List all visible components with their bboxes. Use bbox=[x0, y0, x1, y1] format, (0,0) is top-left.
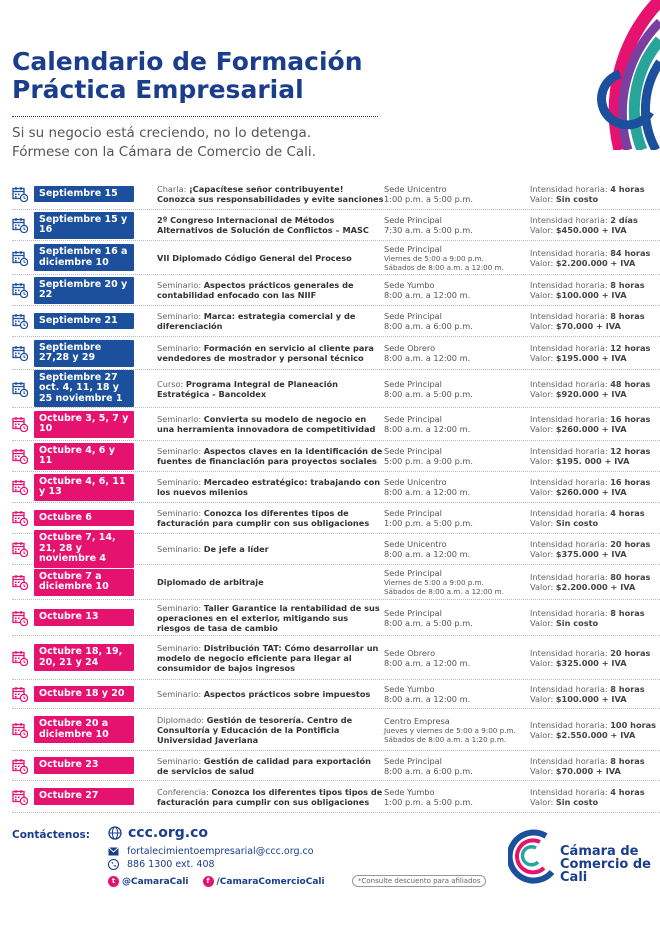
event-type: Seminario: bbox=[157, 642, 202, 653]
event-date-badge: Septiembre 21 bbox=[34, 313, 134, 330]
event-type: Seminario: bbox=[157, 544, 202, 554]
event-name: ¡Capacítese señor contribuyente! Conozca sus responsabilidades y evite sanciones bbox=[157, 184, 384, 204]
hours-prefix: Intensidad horaria: bbox=[530, 414, 608, 424]
event-hours-value bbox=[530, 684, 660, 704]
event-hours-value bbox=[530, 280, 660, 300]
price-value: $375.000 + IVA bbox=[555, 549, 627, 559]
event-row bbox=[12, 636, 660, 680]
event-hours-value bbox=[530, 248, 660, 268]
event-date-badge: Octubre 4, 6 y 11 bbox=[34, 443, 134, 470]
venue-schedule: 8:00 a.m. a 6:00 p.m. bbox=[384, 765, 473, 776]
venue-schedule: 8:00 a.m. a 12:00 m. bbox=[384, 290, 471, 300]
calendar-clock-icon bbox=[12, 381, 28, 397]
value-prefix: Valor: bbox=[530, 194, 554, 204]
event-description bbox=[157, 477, 384, 497]
hours-prefix: Intensidad horaria: bbox=[530, 378, 608, 389]
event-name: De jefe a líder bbox=[203, 544, 269, 554]
calendar-clock-icon bbox=[12, 722, 28, 738]
value-prefix: Valor: bbox=[530, 321, 554, 331]
event-name: Aspectos claves en la identificación de fuentes de financiación para proyectos sociales bbox=[157, 446, 383, 466]
event-description bbox=[157, 215, 384, 235]
event-description bbox=[157, 508, 384, 528]
email-link[interactable]: fortalecimientoempresarial@ccc.org.co bbox=[127, 846, 314, 857]
event-date-badge: Octubre 18 y 20 bbox=[34, 686, 134, 703]
value-prefix: Valor: bbox=[530, 582, 554, 592]
event-row bbox=[12, 306, 660, 337]
event-hours-value bbox=[530, 379, 660, 399]
event-venue bbox=[384, 184, 530, 204]
venue-schedule-2: Sábados de 8:00 a.m. a 1:20 p.m. bbox=[384, 734, 507, 744]
price-value: Sin costo bbox=[555, 617, 599, 628]
event-name: Distribución TAT: Cómo desarrollar un modelo de negocio eficiente para llegar al consumidor de bajos ingresos bbox=[157, 642, 379, 673]
venue-schedule: Viernes de 5:00 a 9:00 p.m. bbox=[384, 578, 484, 587]
calendar-clock-icon bbox=[12, 574, 28, 590]
event-description bbox=[157, 446, 384, 466]
phone-number: 886 1300 ext. 408 bbox=[127, 859, 215, 870]
facebook-link[interactable]: /CamaraComercioCali bbox=[216, 876, 325, 887]
contact-label: Contáctenos: bbox=[12, 829, 91, 841]
value-prefix: Valor: bbox=[530, 518, 554, 528]
event-description bbox=[157, 756, 384, 776]
venue-schedule-2: Sábados de 8:00 a.m. a 12:00 m. bbox=[384, 262, 504, 272]
event-hours-value bbox=[530, 215, 660, 235]
calendar-clock-icon bbox=[12, 345, 28, 361]
venue-schedule-2: Sábados de 8:00 a.m. a 12:00 m. bbox=[384, 587, 504, 596]
price-value: $195.000 + IVA bbox=[555, 353, 627, 363]
hours-value: 4 horas bbox=[610, 508, 645, 518]
venue-schedule: 8:00 a.m. a 12:00 m. bbox=[384, 353, 471, 363]
event-row bbox=[12, 370, 660, 408]
hours-prefix: Intensidad horaria: bbox=[530, 247, 608, 258]
value-prefix: Valor: bbox=[530, 617, 554, 628]
hours-prefix: Intensidad horaria: bbox=[530, 607, 608, 618]
event-name: Conozca los diferentes tipos tipos de facturación para cumplir con sus obligaciones bbox=[157, 786, 383, 807]
event-date-badge: Octubre 13 bbox=[34, 609, 134, 626]
logo-line-3: Cali bbox=[560, 870, 588, 885]
hours-prefix: Intensidad horaria: bbox=[530, 786, 608, 797]
event-venue bbox=[384, 716, 530, 744]
event-hours-value bbox=[530, 787, 660, 807]
event-name: Convierta su modelo de negocio en una herramienta innovadora de competitividad bbox=[157, 414, 376, 434]
event-venue bbox=[384, 608, 530, 628]
hours-prefix: Intensidad horaria: bbox=[530, 215, 608, 225]
event-date-badge: Septiembre 15 y 16 bbox=[34, 212, 134, 239]
venue-name: Sede Principal bbox=[384, 414, 442, 424]
calendar-clock-icon bbox=[12, 686, 28, 702]
price-value: Sin costo bbox=[555, 796, 599, 807]
venue-schedule: 8:00 a.m. a 12:00 m. bbox=[384, 549, 471, 559]
event-venue bbox=[384, 568, 530, 596]
price-value: $2.200.000 + IVA bbox=[555, 582, 636, 592]
event-name: Programa Integral de Planeación Estratégica - Bancoldex bbox=[157, 378, 338, 399]
event-venue bbox=[384, 756, 530, 776]
events-list bbox=[12, 179, 660, 813]
hours-prefix: Intensidad horaria: bbox=[530, 647, 608, 658]
venue-name: Sede Principal bbox=[384, 243, 442, 254]
calendar-clock-icon bbox=[12, 610, 28, 626]
venue-name: Sede Yumbo bbox=[384, 786, 435, 797]
event-description bbox=[157, 343, 384, 363]
event-type: Seminario: bbox=[157, 280, 202, 290]
event-hours-value bbox=[530, 648, 660, 668]
value-prefix: Valor: bbox=[530, 456, 554, 466]
event-name: Formación en servicio al cliente para vendedores de mostrador y personal técnico bbox=[157, 343, 374, 363]
venue-schedule: 1:00 p.m. a 5:00 p.m. bbox=[384, 194, 473, 204]
event-venue bbox=[384, 684, 530, 704]
event-row bbox=[12, 472, 660, 503]
phone-icon bbox=[108, 859, 119, 870]
hours-prefix: Intensidad horaria: bbox=[530, 508, 608, 518]
value-prefix: Valor: bbox=[530, 487, 554, 497]
hours-value: 84 horas bbox=[610, 247, 651, 258]
value-prefix: Valor: bbox=[530, 729, 554, 740]
event-venue bbox=[384, 343, 530, 363]
event-row bbox=[12, 709, 660, 751]
event-venue bbox=[384, 508, 530, 528]
event-date-badge: Octubre 6 bbox=[34, 510, 134, 527]
calendar-clock-icon bbox=[12, 758, 28, 774]
venue-name: Sede Unicentro bbox=[384, 539, 447, 549]
event-name: Aspectos prácticos sobre impuestos bbox=[203, 689, 371, 699]
price-value: $2.200.000 + IVA bbox=[555, 257, 636, 268]
event-type: Curso: bbox=[157, 378, 184, 389]
event-name: Mercadeo estratégico: trabajando con los nuevos milenios bbox=[157, 477, 381, 497]
event-type: Seminario: bbox=[157, 602, 202, 613]
event-date-badge: Septiembre 27,28 y 29 bbox=[34, 340, 134, 367]
hours-value: 2 días bbox=[610, 215, 638, 225]
event-hours-value bbox=[530, 508, 660, 528]
venue-schedule: 8:00 a.m. a 12:00 m. bbox=[384, 424, 471, 434]
affiliate-discount-note: *Consulte descuento para afiliados bbox=[352, 875, 486, 887]
venue-name: Sede Principal bbox=[384, 378, 442, 389]
value-prefix: Valor: bbox=[530, 765, 554, 776]
event-hours-value bbox=[530, 539, 660, 559]
event-row bbox=[12, 441, 660, 472]
event-row bbox=[12, 210, 660, 241]
event-name: Marca: estrategia comercial y de diferenciación bbox=[157, 311, 356, 331]
subtitle-line-2: Fórmese con la Cámara de Comercio de Cali. bbox=[12, 144, 316, 160]
event-description bbox=[157, 643, 384, 673]
event-venue bbox=[384, 244, 530, 272]
event-date-badge: Octubre 27 bbox=[34, 788, 134, 805]
calendar-clock-icon bbox=[12, 479, 28, 495]
event-description bbox=[157, 577, 384, 587]
venue-name: Sede Principal bbox=[384, 446, 442, 456]
hours-value: 8 horas bbox=[610, 311, 645, 321]
venue-schedule: 5:00 p.m. a 9:00 p.m. bbox=[384, 456, 473, 466]
venue-schedule: 1:00 p.m. a 5:00 p.m. bbox=[384, 796, 473, 807]
event-venue bbox=[384, 539, 530, 559]
event-type: Seminario: bbox=[157, 414, 202, 424]
hours-prefix: Intensidad horaria: bbox=[530, 184, 608, 194]
subtitle-line-1: Si su negocio está creciendo, no lo detenga. bbox=[12, 125, 312, 141]
event-venue bbox=[384, 311, 530, 331]
event-hours-value bbox=[530, 477, 660, 497]
event-row bbox=[12, 179, 660, 210]
value-prefix: Valor: bbox=[530, 424, 554, 434]
hours-value: 16 horas bbox=[610, 477, 651, 487]
event-hours-value bbox=[530, 343, 660, 363]
venue-name: Sede Unicentro bbox=[384, 477, 447, 487]
event-hours-value bbox=[530, 311, 660, 331]
event-name: Taller Garantice la rentabilidad de sus operaciones en el exterior, mitigando sus riesgos de tasa de cambio bbox=[157, 602, 380, 633]
hours-prefix: Intensidad horaria: bbox=[530, 719, 608, 730]
calendar-clock-icon bbox=[12, 650, 28, 666]
event-type: Seminario: bbox=[157, 311, 202, 321]
logo-text bbox=[560, 845, 651, 884]
event-type: Diplomado: bbox=[157, 714, 205, 725]
facebook-icon: f bbox=[203, 876, 214, 887]
hours-value: 16 horas bbox=[610, 414, 651, 424]
value-prefix: Valor: bbox=[530, 388, 554, 399]
title-line-2: Práctica Empresarial bbox=[12, 75, 304, 104]
logo-line-1: Cámara de bbox=[560, 844, 639, 859]
venue-schedule: 7:30 a.m. a 5:00 p.m. bbox=[384, 225, 473, 235]
decorative-arcs bbox=[500, 0, 660, 150]
event-description bbox=[157, 603, 384, 633]
hours-value: 8 horas bbox=[610, 684, 645, 694]
event-venue bbox=[384, 477, 530, 497]
venue-schedule: 8:00 a.m. a 12:00 m. bbox=[384, 694, 471, 704]
event-row bbox=[12, 781, 660, 813]
venue-schedule: 8:00 a.m. a 5:00 p.m. bbox=[384, 388, 473, 399]
value-prefix: Valor: bbox=[530, 694, 554, 704]
event-name: Gestión de calidad para exportación de servicios de salud bbox=[157, 755, 371, 776]
event-date-badge: Septiembre 20 y 22 bbox=[34, 277, 134, 304]
hours-value: 80 horas bbox=[610, 572, 651, 582]
price-value: Sin costo bbox=[555, 518, 599, 528]
hours-value: 4 horas bbox=[610, 184, 645, 194]
venue-name: Sede Principal bbox=[384, 311, 442, 321]
price-value: Sin costo bbox=[555, 194, 599, 204]
price-value: $260.000 + IVA bbox=[555, 487, 627, 497]
event-row bbox=[12, 275, 660, 306]
hours-value: 48 horas bbox=[610, 378, 651, 389]
event-name: Conozca los diferentes tipos de facturación para cumplir con sus obligaciones bbox=[157, 508, 370, 528]
social-links bbox=[108, 876, 339, 887]
price-value: $70.000 + IVA bbox=[555, 765, 621, 776]
event-row bbox=[12, 600, 660, 636]
twitter-icon: t bbox=[108, 876, 119, 887]
price-value: $70.000 + IVA bbox=[555, 321, 621, 331]
event-row bbox=[12, 565, 660, 600]
hours-prefix: Intensidad horaria: bbox=[530, 477, 608, 487]
hours-value: 12 horas bbox=[610, 343, 651, 353]
event-hours-value bbox=[530, 720, 660, 740]
event-hours-value bbox=[530, 572, 660, 592]
event-row bbox=[12, 534, 660, 565]
event-venue bbox=[384, 787, 530, 807]
event-type: Seminario: bbox=[157, 477, 202, 487]
price-value: $325.000 + IVA bbox=[555, 657, 627, 668]
event-date-badge: Septiembre 27 oct. 4, 11, 18 y 25 noviembre 1 bbox=[34, 370, 134, 408]
event-date-badge: Octubre 20 a diciembre 10 bbox=[34, 716, 134, 743]
event-venue bbox=[384, 648, 530, 668]
hours-value: 20 horas bbox=[610, 647, 651, 658]
calendar-clock-icon bbox=[12, 541, 28, 557]
event-description bbox=[157, 544, 384, 554]
hours-value: 4 horas bbox=[610, 786, 645, 797]
event-row bbox=[12, 408, 660, 441]
envelope-icon bbox=[108, 847, 119, 856]
event-type: Conferencia: bbox=[157, 786, 209, 797]
event-row bbox=[12, 751, 660, 781]
page-title bbox=[12, 48, 363, 104]
calendar-clock-icon bbox=[12, 448, 28, 464]
event-description bbox=[157, 280, 384, 300]
calendar-clock-icon bbox=[12, 416, 28, 432]
event-date-badge: Septiembre 15 bbox=[34, 186, 134, 203]
event-description bbox=[157, 787, 384, 807]
calendar-clock-icon bbox=[12, 313, 28, 329]
venue-schedule: 8:00 a.m. a 12:00 m. bbox=[384, 487, 471, 497]
hours-value: 20 horas bbox=[610, 539, 651, 549]
event-venue bbox=[384, 379, 530, 399]
venue-schedule: Viernes de 5:00 a 9:00 p.m. bbox=[384, 253, 484, 263]
value-prefix: Valor: bbox=[530, 657, 554, 668]
event-hours-value bbox=[530, 446, 660, 466]
event-date-badge: Octubre 7 a diciembre 10 bbox=[34, 569, 134, 596]
event-row bbox=[12, 680, 660, 709]
price-value: $100.000 + IVA bbox=[555, 694, 627, 704]
venue-schedule: Jueves y viernes de 5:00 a 9:00 p.m. bbox=[384, 725, 516, 735]
calendar-clock-icon bbox=[12, 217, 28, 233]
venue-name: Sede Principal bbox=[384, 568, 442, 578]
globe-icon bbox=[108, 826, 122, 840]
logo-line-2: Comercio de bbox=[560, 857, 651, 872]
venue-name: Sede Unicentro bbox=[384, 184, 447, 194]
event-type: Seminario: bbox=[157, 508, 202, 518]
event-name: Diplomado de arbitraje bbox=[157, 577, 264, 587]
event-venue bbox=[384, 280, 530, 300]
price-value: $2.550.000 + IVA bbox=[555, 729, 636, 740]
venue-name: Sede Principal bbox=[384, 508, 442, 518]
price-value: $100.000 + IVA bbox=[555, 290, 627, 300]
venue-schedule: 8:00 a.m. a 5:00 p.m. bbox=[384, 617, 473, 628]
hours-value: 8 horas bbox=[610, 607, 645, 618]
venue-name: Centro Empresa bbox=[384, 715, 450, 726]
hours-value: 8 horas bbox=[610, 755, 645, 766]
venue-name: Sede Principal bbox=[384, 755, 442, 766]
event-hours-value bbox=[530, 608, 660, 628]
calendar-clock-icon bbox=[12, 250, 28, 266]
event-venue bbox=[384, 414, 530, 434]
event-date-badge: Octubre 18, 19, 20, 21 y 24 bbox=[34, 644, 134, 671]
event-description bbox=[157, 379, 384, 399]
price-value: $260.000 + IVA bbox=[555, 424, 627, 434]
value-prefix: Valor: bbox=[530, 796, 554, 807]
hours-prefix: Intensidad horaria: bbox=[530, 539, 608, 549]
event-type: Charla: bbox=[157, 184, 187, 194]
value-prefix: Valor: bbox=[530, 257, 554, 268]
event-hours-value bbox=[530, 756, 660, 776]
event-description bbox=[157, 311, 384, 331]
value-prefix: Valor: bbox=[530, 353, 554, 363]
hours-prefix: Intensidad horaria: bbox=[530, 343, 608, 353]
venue-name: Sede Principal bbox=[384, 215, 442, 225]
event-venue bbox=[384, 446, 530, 466]
calendar-clock-icon bbox=[12, 510, 28, 526]
title-divider bbox=[12, 116, 378, 117]
venue-name: Sede Yumbo bbox=[384, 684, 435, 694]
venue-schedule: 8:00 a.m. a 6:00 p.m. bbox=[384, 321, 473, 331]
event-date-badge: Octubre 7, 14, 21, 28 y noviembre 4 bbox=[34, 530, 134, 568]
calendar-clock-icon bbox=[12, 789, 28, 805]
title-line-1: Calendario de Formación bbox=[12, 47, 363, 76]
event-description bbox=[157, 184, 384, 204]
calendar-clock-icon bbox=[12, 186, 28, 202]
event-date-badge: Octubre 4, 6, 11 y 13 bbox=[34, 474, 134, 501]
venue-name: Sede Principal bbox=[384, 607, 442, 618]
event-name: Aspectos prácticos generales de contabilidad enfocado con las NIIF bbox=[157, 280, 354, 300]
price-value: $195. 000 + IVA bbox=[555, 456, 630, 466]
event-description bbox=[157, 715, 384, 745]
value-prefix: Valor: bbox=[530, 225, 554, 235]
hours-prefix: Intensidad horaria: bbox=[530, 311, 608, 321]
hours-prefix: Intensidad horaria: bbox=[530, 446, 608, 456]
hours-prefix: Intensidad horaria: bbox=[530, 572, 608, 582]
venue-name: Sede Yumbo bbox=[384, 280, 435, 290]
phone-contact bbox=[108, 859, 215, 870]
event-date-badge: Septiembre 16 a diciembre 10 bbox=[34, 244, 134, 271]
event-description bbox=[157, 414, 384, 434]
event-description bbox=[157, 253, 384, 263]
hours-value: 100 horas bbox=[610, 719, 657, 730]
event-row bbox=[12, 337, 660, 370]
event-type: Seminario: bbox=[157, 755, 202, 766]
calendar-clock-icon bbox=[12, 282, 28, 298]
hours-value: 8 horas bbox=[610, 280, 645, 290]
hours-prefix: Intensidad horaria: bbox=[530, 755, 608, 766]
venue-name: Sede Obrero bbox=[384, 343, 436, 353]
venue-name: Sede Obrero bbox=[384, 647, 436, 658]
hours-prefix: Intensidad horaria: bbox=[530, 684, 608, 694]
event-hours-value bbox=[530, 184, 660, 204]
hours-prefix: Intensidad horaria: bbox=[530, 280, 608, 290]
event-description bbox=[157, 689, 384, 699]
event-type: Seminario: bbox=[157, 689, 202, 699]
event-row bbox=[12, 241, 660, 275]
value-prefix: Valor: bbox=[530, 549, 554, 559]
value-prefix: Valor: bbox=[530, 290, 554, 300]
price-value: $920.000 + IVA bbox=[555, 388, 627, 399]
email-contact[interactable] bbox=[108, 846, 314, 857]
website-link[interactable]: ccc.org.co bbox=[128, 825, 208, 841]
hours-value: 12 horas bbox=[610, 446, 651, 456]
event-name: Gestión de tesorería. Centro de Consultoría y Educación de la Pontificia Universidad Javeriana bbox=[157, 714, 353, 745]
twitter-link[interactable]: @CamaraCali bbox=[122, 876, 189, 887]
event-date-badge: Octubre 3, 5, 7 y 10 bbox=[34, 411, 134, 438]
event-type: Seminario: bbox=[157, 343, 202, 353]
price-value: $450.000 + IVA bbox=[555, 225, 627, 235]
event-name: 2º Congreso Internacional de Métodos Alternativos de Solución de Conflictos – MASC bbox=[157, 215, 369, 235]
event-date-badge: Octubre 23 bbox=[34, 757, 134, 774]
event-venue bbox=[384, 215, 530, 235]
venue-schedule: 8:00 a.m. a 12:00 m. bbox=[384, 657, 471, 668]
event-type: Seminario: bbox=[157, 446, 202, 456]
event-hours-value bbox=[530, 414, 660, 434]
venue-schedule: 1:00 p.m. a 5:00 p.m. bbox=[384, 518, 473, 528]
event-name: VII Diplomado Código General del Proceso bbox=[157, 252, 352, 263]
page-subtitle bbox=[12, 124, 316, 162]
website-contact[interactable] bbox=[108, 825, 208, 841]
